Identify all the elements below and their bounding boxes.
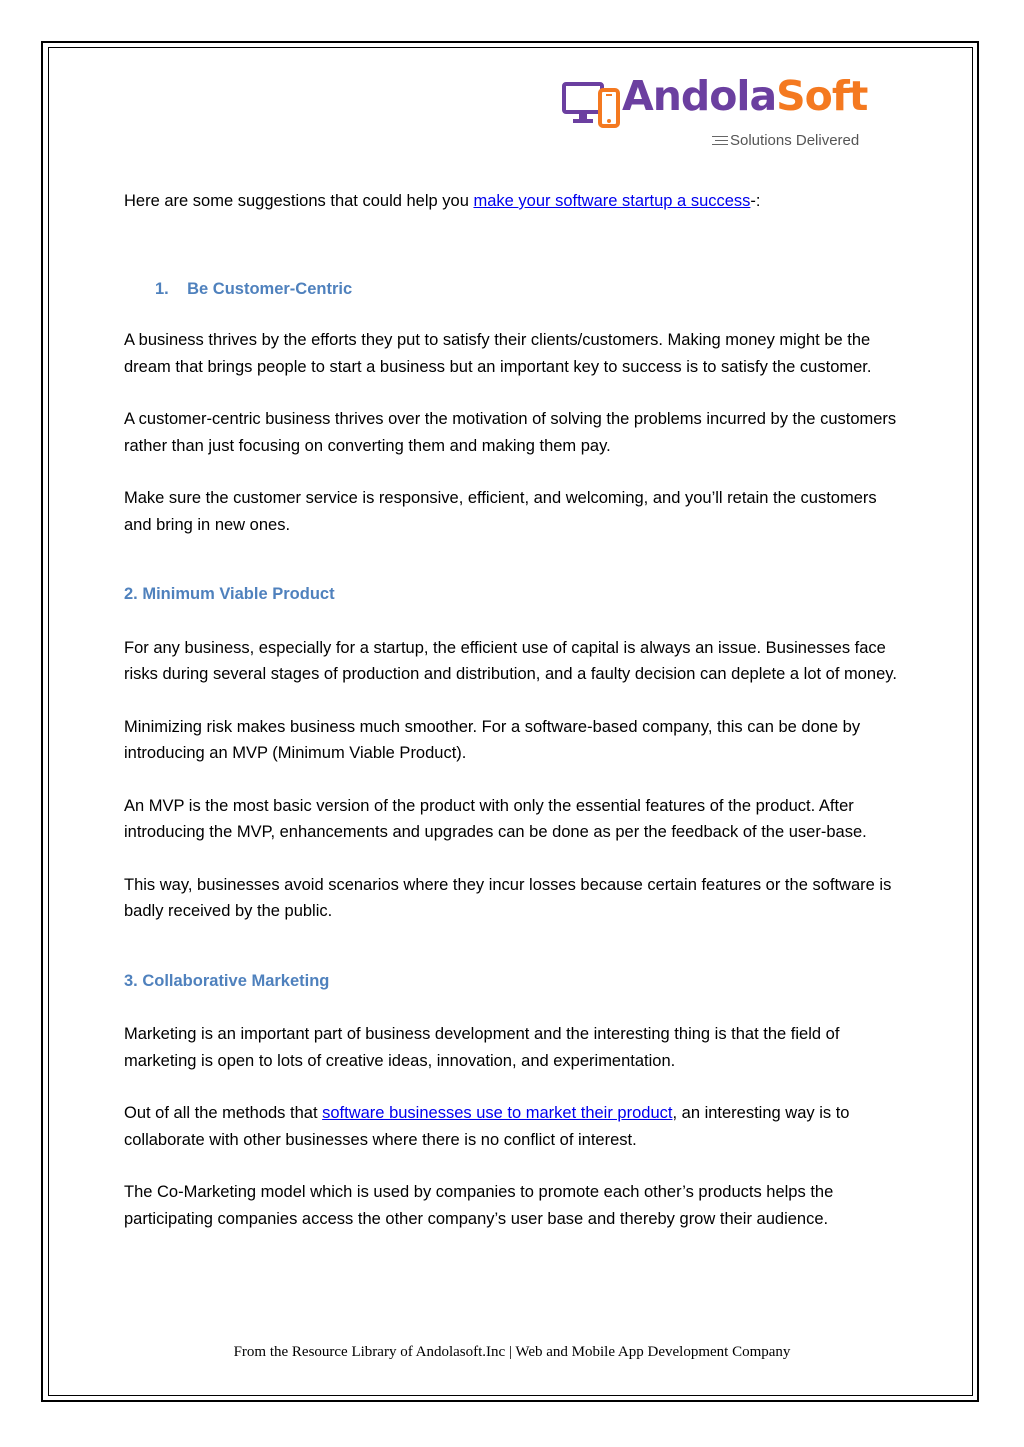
logo-wordmark: AndolaSoft <box>622 72 868 120</box>
section-1-paragraph-1: A business thrives by the efforts they put to satisfy their clients/customers. Making money might be the dream that brings people to start a business but an important key to success is to satisfy the customer. <box>124 331 872 376</box>
section-2-paragraph-2: Minimizing risk makes business much smoother. For a software-based company, this can be done by introducing an MVP (Minimum Viable Product). <box>124 717 861 762</box>
section-3-heading: 3. Collaborative Marketing <box>124 971 330 990</box>
page-footer: From the Resource Library of Andolasoft.Inc | Web and Mobile App Development Company <box>233 1344 791 1360</box>
section-1-paragraph-3: Make sure the customer service is responsive, efficient, and welcoming, and you’ll retain the customers and bring in new ones. <box>124 489 877 534</box>
devices-icon <box>562 80 624 132</box>
market-product-link[interactable]: software businesses use to market their product <box>322 1104 673 1122</box>
document-body <box>124 188 904 1232</box>
logo-tagline: Solutions Delivered <box>712 132 859 149</box>
lines-icon <box>712 136 728 146</box>
section-1-heading: 1. Be Customer-Centric <box>155 279 353 298</box>
section-2-paragraph-4: This way, businesses avoid scenarios where they incur losses because certain features or the software is badly received by the public. <box>124 875 892 920</box>
section-3-paragraph-2: Out of all the methods that software businesses use to market their product, an interesting way is to collaborate with other businesses where there is no conflict of interest. <box>124 1104 850 1149</box>
section-1-paragraph-2: A customer-centric business thrives over the motivation of solving the problems incurred by the customers rather than just focusing on converting them and making them pay. <box>124 410 897 455</box>
andolasoft-logo <box>562 72 872 150</box>
section-2-heading: 2. Minimum Viable Product <box>124 585 335 603</box>
section-2-paragraph-1: For any business, especially for a startup, the efficient use of capital is always an issue. Businesses face risks during several stages of production and distribution, and a faulty decision can deplete a lot of money. <box>124 638 897 683</box>
intro-paragraph: Here are some suggestions that could help you make your software startup a success-: <box>124 192 761 210</box>
startup-success-link[interactable]: make your software startup a success <box>473 192 751 210</box>
section-3-paragraph-1: Marketing is an important part of business development and the interesting thing is that the field of marketing is open to lots of creative ideas, innovation, and experimentation. <box>124 1025 840 1070</box>
section-3-paragraph-3: The Co-Marketing model which is used by companies to promote each other’s products helps the participating companies access the other company’s user base and thereby grow their audience. <box>124 1183 834 1228</box>
section-2-paragraph-3: An MVP is the most basic version of the product with only the essential features of the product. After introducing the MVP, enhancements and upgrades can be done as per the feedback of the user-base. <box>124 796 867 841</box>
